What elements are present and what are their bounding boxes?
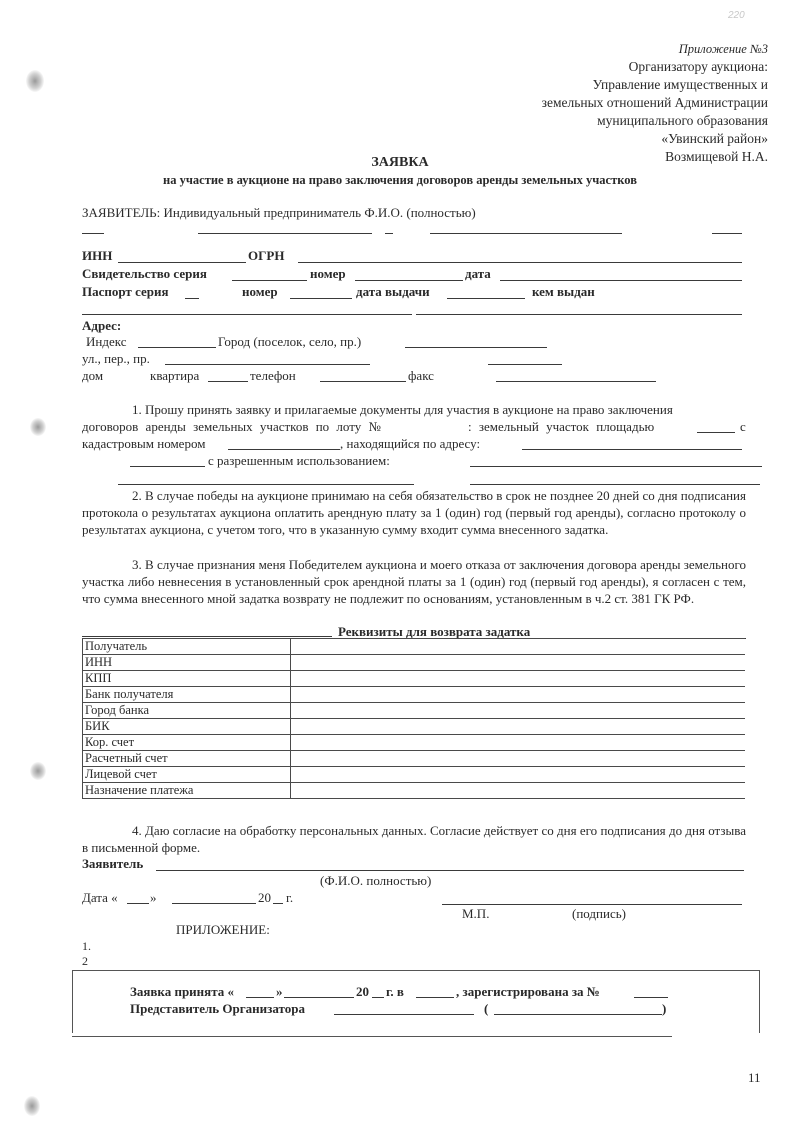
plot-area-field[interactable]: [697, 432, 735, 433]
apartment-field[interactable]: [208, 381, 248, 382]
registration-line1-c: 20: [356, 984, 369, 999]
fio-caption: (Ф.И.О. полностью): [320, 873, 432, 888]
row-label-payment-purpose: Назначение платежа: [83, 783, 291, 799]
addressee-line: Возмищевой Н.А.: [665, 149, 768, 164]
refund-title-rule: [82, 636, 332, 637]
attachment-item: 2: [82, 954, 88, 968]
certificate-date-label: дата: [465, 266, 491, 281]
date-year-field[interactable]: [273, 903, 283, 904]
registration-day-field[interactable]: [246, 997, 274, 998]
applicant-name-field[interactable]: [712, 233, 742, 234]
applicant-name-field[interactable]: [430, 233, 622, 234]
registration-number-field[interactable]: [634, 997, 668, 998]
attachment-item: 1.: [82, 939, 91, 953]
row-value-recipient[interactable]: [291, 639, 746, 655]
apartment-label: квартира: [150, 368, 200, 383]
phone-label: телефон: [250, 368, 296, 383]
passport-issued-by-label: кем выдан: [532, 284, 595, 299]
registration-line2-a: Представитель Организатора: [130, 1001, 305, 1016]
registration-year-field[interactable]: [372, 997, 384, 998]
certificate-series-label: Свидетельство серия: [82, 266, 207, 281]
paragraph-4: 4. Даю согласие на обработку персональных данных. Согласие действует со дня его подписания до дня отзыва в письменной форме.: [82, 823, 746, 855]
row-value-settlement-account[interactable]: [291, 751, 746, 767]
applicant-name-field[interactable]: [82, 233, 104, 234]
passport-issued-by-field[interactable]: [416, 314, 742, 315]
signature-caption: (подпись): [572, 906, 626, 921]
page-title: ЗАЯВКА: [371, 155, 429, 170]
applicant-label: ЗАЯВИТЕЛЬ: Индивидуальный предприниматель Ф.И.О. (полностью): [82, 205, 476, 220]
organizer-representative-name-field[interactable]: [494, 1014, 662, 1015]
row-label-inn: ИНН: [83, 655, 291, 671]
row-value-bik[interactable]: [291, 719, 746, 735]
date-suffix: г.: [286, 890, 294, 905]
addressee-line: муниципального образования: [597, 113, 768, 128]
corner-handwritten-mark: 220: [728, 10, 745, 21]
stamp-caption: М.П.: [462, 906, 490, 921]
date-mid: »: [150, 890, 157, 905]
address-label: Адрес:: [82, 318, 122, 333]
permitted-use-field-2[interactable]: [118, 484, 414, 485]
addressee-block: [542, 40, 768, 166]
applicant-fio-field[interactable]: [156, 870, 744, 871]
attachments-title: ПРИЛОЖЕНИЕ:: [176, 922, 270, 937]
page-subtitle: на участие в аукционе на право заключения договоров аренды земельных участков: [163, 173, 637, 187]
addressee-line: «Увинский район»: [661, 131, 768, 146]
row-label-corr-account: Кор. счет: [83, 735, 291, 751]
registration-line2-b: (: [484, 1001, 489, 1016]
scan-smudge: [30, 762, 46, 780]
scan-smudge: [30, 418, 46, 436]
row-label-bik: БИК: [83, 719, 291, 735]
addressee-line: земельных отношений Администрации: [541, 95, 768, 110]
passport-number-label: номер: [242, 284, 278, 299]
city-label: Город (поселок, село, пр.): [218, 334, 362, 349]
table-row: [83, 671, 746, 687]
row-label-recipient: Получатель: [83, 639, 291, 655]
ogrn-label: ОГРН: [248, 248, 285, 263]
paragraph-1-line-3a: кадастровым номером: [82, 436, 206, 451]
table-row: [83, 751, 746, 767]
paragraph-2: 2. В случае победы на аукционе принимаю на себя обязательство в срок не позднее 20 дней со дня подписания протокола о результатах аукциона оплатить арендную плату за 1 (один) год (первый год аренды), согласно протоколу о результатах аукциона, с учетом того, что в указанную сумму входит сумма внесенного задатка.: [82, 488, 746, 537]
street-field-extra[interactable]: [488, 364, 562, 365]
paragraph-1-line-2a: договоров аренды земельных участков по лоту №: [82, 419, 381, 434]
row-value-bank[interactable]: [291, 687, 746, 703]
table-row: [83, 719, 746, 735]
passport-number-field[interactable]: [290, 298, 352, 299]
addressee-line: Организатору аукциона:: [628, 59, 768, 74]
certificate-number-field[interactable]: [355, 280, 463, 281]
paragraph-1-line-4: с разрешенным использованием:: [208, 453, 390, 468]
street-field[interactable]: [165, 364, 370, 365]
date-day-field[interactable]: [127, 903, 149, 904]
passport-issued-by-field[interactable]: [82, 314, 412, 315]
refund-details-title: Реквизиты для возврата задатка: [338, 624, 531, 639]
applicant-name-field[interactable]: [198, 233, 372, 234]
fax-label: факс: [408, 368, 434, 383]
applicant-name-field[interactable]: [385, 233, 393, 234]
registration-line1-e: , зарегистрирована за №: [456, 984, 600, 999]
inn-field[interactable]: [118, 262, 246, 263]
ogrn-field[interactable]: [298, 262, 742, 263]
applicant-signature-label: Заявитель: [82, 856, 144, 871]
table-row: [83, 687, 746, 703]
city-field[interactable]: [405, 347, 547, 348]
date-year-prefix: 20: [258, 890, 271, 905]
row-value-bank-city[interactable]: [291, 703, 746, 719]
page-number: 11: [748, 1070, 761, 1085]
inn-label: ИНН: [82, 248, 113, 263]
street-label: ул., пер., пр.: [82, 351, 150, 366]
registration-time-field[interactable]: [416, 997, 454, 998]
registration-month-field[interactable]: [284, 997, 354, 998]
table-row: [83, 783, 746, 799]
permitted-use-field[interactable]: [470, 466, 762, 467]
signature-field[interactable]: [442, 904, 742, 905]
addressee-line: Управление имущественных и: [592, 77, 768, 92]
permitted-use-field-3[interactable]: [470, 484, 760, 485]
plot-address-field[interactable]: [522, 449, 742, 450]
paragraph-1-line-2c: с: [740, 419, 746, 434]
row-value-personal-account[interactable]: [291, 767, 746, 783]
certificate-series-field[interactable]: [232, 280, 307, 281]
table-row: [83, 655, 746, 671]
row-label-kpp: КПП: [83, 671, 291, 687]
paragraph-1-line-3b: , находящийся по адресу:: [340, 436, 481, 451]
certificate-date-field[interactable]: [500, 280, 742, 281]
date-label: Дата «: [82, 890, 118, 905]
permitted-use-prefix-field[interactable]: [130, 466, 205, 467]
registration-line1-a: Заявка принята «: [130, 984, 234, 999]
passport-date-label: дата выдачи: [356, 284, 430, 299]
row-label-bank: Банк получателя: [83, 687, 291, 703]
registration-box-bottom: [72, 1036, 672, 1037]
row-value-corr-account[interactable]: [291, 735, 746, 751]
refund-details-table: [82, 638, 745, 799]
paragraph-3: 3. В случае признания меня Победителем аукциона и моего отказа от заключения договора аренды земельного участка либо невнесения в установленный срок арендной платы за 1 (один) год (первый год аренды), я согласен с тем, что сумма внесенного мной задатка возврату не подлежит по основаниям, установленным в ч.2 ст. 381 ГК РФ.: [82, 557, 746, 606]
paragraph-1-line-1: 1. Прошу принять заявку и прилагаемые документы для участия в аукционе на право заключения: [132, 402, 673, 417]
table-row: [83, 767, 746, 783]
registration-line1-d: г. в: [386, 984, 404, 999]
row-label-personal-account: Лицевой счет: [83, 767, 291, 783]
row-value-payment-purpose[interactable]: [291, 783, 746, 799]
row-label-bank-city: Город банка: [83, 703, 291, 719]
fax-field[interactable]: [496, 381, 656, 382]
phone-field[interactable]: [320, 381, 406, 382]
index-label: Индекс: [86, 334, 127, 349]
paragraph-1-line-2b: : земельный участок площадью: [468, 419, 655, 434]
passport-series-field[interactable]: [185, 298, 199, 299]
date-month-field[interactable]: [172, 903, 256, 904]
table-row: [83, 735, 746, 751]
passport-series-label: Паспорт серия: [82, 284, 169, 299]
registration-line2-c: ): [662, 1001, 667, 1016]
registration-line1-b: »: [276, 984, 283, 999]
appendix-label: Приложение №3: [678, 42, 768, 56]
table-row: [83, 703, 746, 719]
scan-smudge: [24, 1096, 40, 1116]
cadastral-number-field[interactable]: [228, 449, 340, 450]
scan-smudge: [26, 70, 44, 92]
row-value-inn[interactable]: [291, 655, 746, 671]
table-row: [83, 639, 746, 655]
certificate-number-label: номер: [310, 266, 346, 281]
index-field[interactable]: [138, 347, 216, 348]
row-value-kpp[interactable]: [291, 671, 746, 687]
house-label: дом: [82, 368, 104, 383]
organizer-representative-signature-field[interactable]: [334, 1014, 474, 1015]
passport-date-field[interactable]: [447, 298, 525, 299]
row-label-settlement-account: Расчетный счет: [83, 751, 291, 767]
